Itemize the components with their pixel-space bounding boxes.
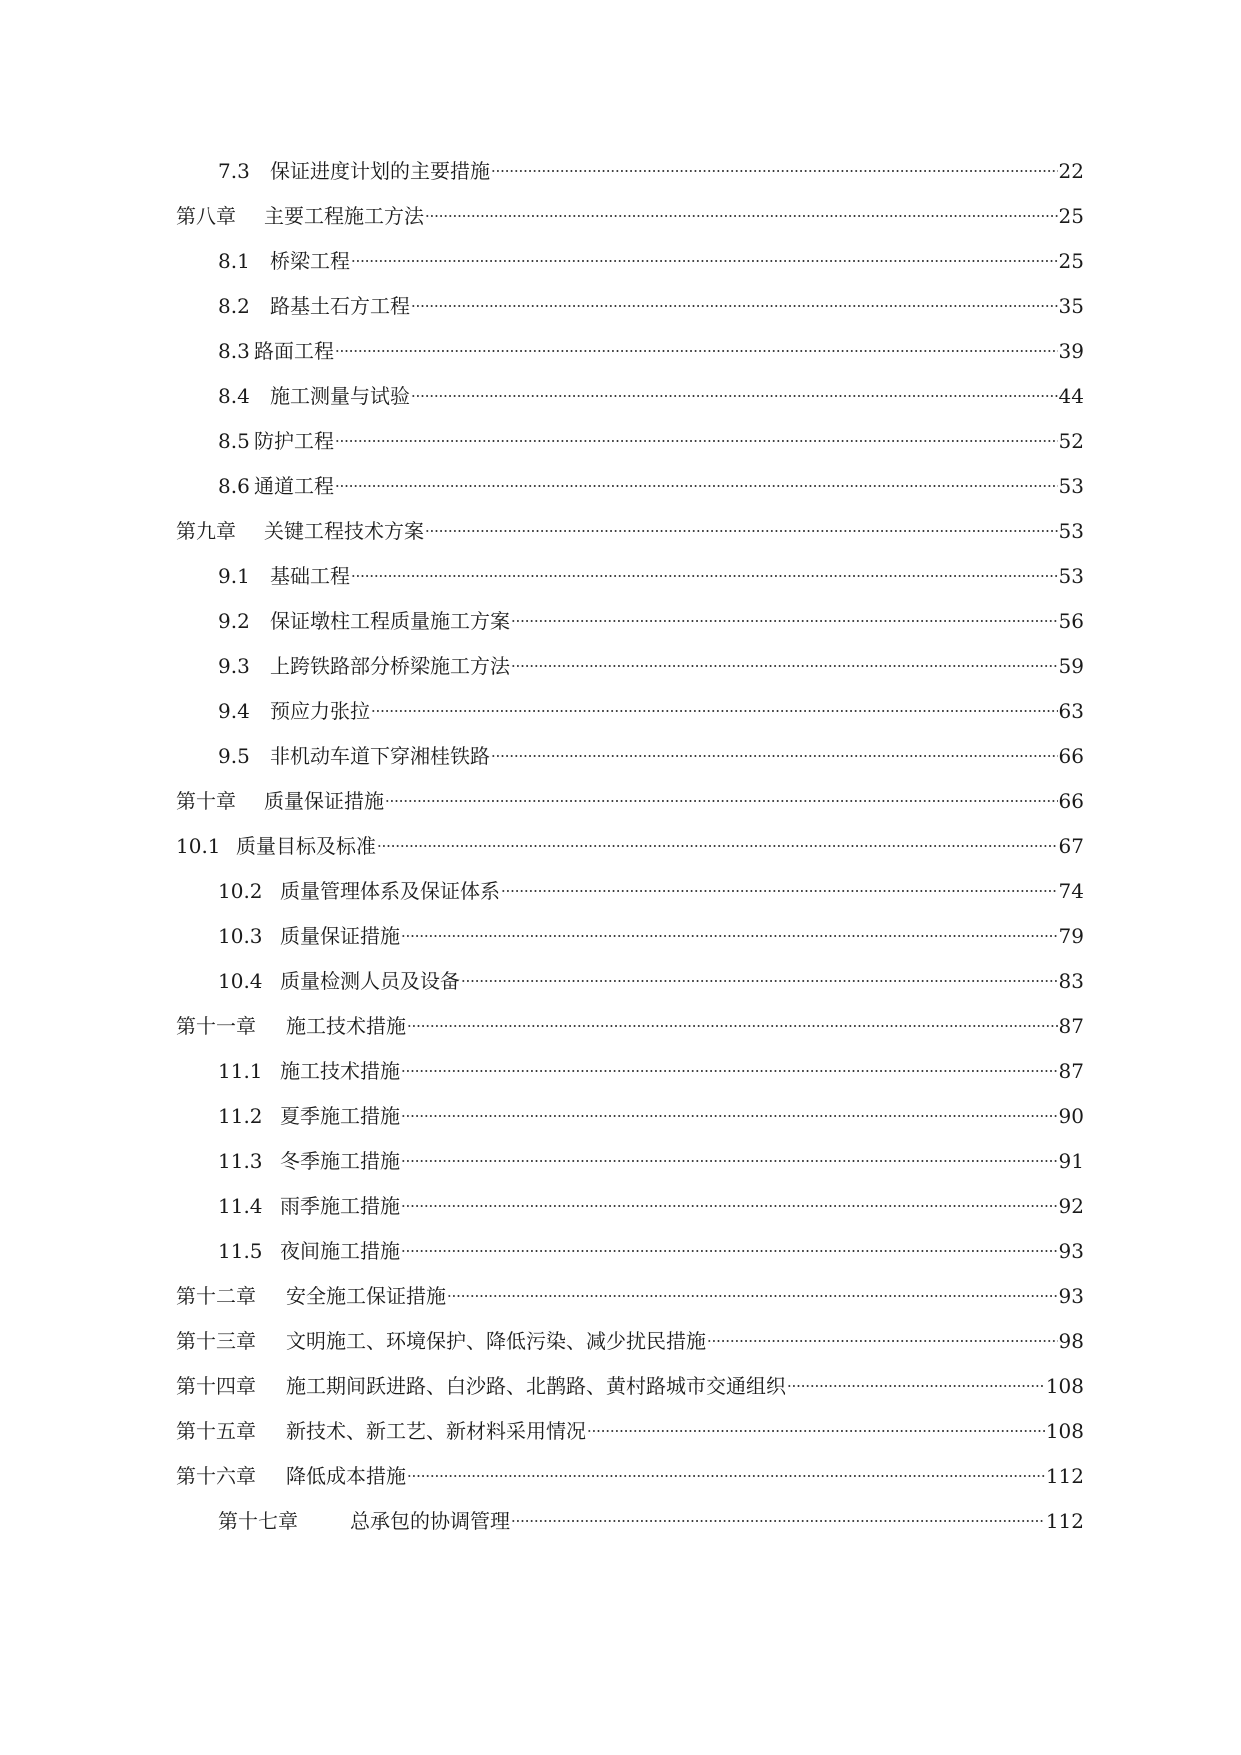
toc-entry-title: 基础工程	[270, 564, 350, 588]
toc-entry-number: 第九章	[176, 519, 236, 543]
toc-entry[interactable]	[218, 698, 1084, 724]
dot-leader	[407, 1024, 1058, 1028]
dot-leader	[377, 844, 1058, 848]
toc-entry-title: 主要工程施工方法	[264, 204, 424, 228]
toc-entry[interactable]	[218, 383, 1084, 409]
toc-entry[interactable]	[218, 563, 1084, 589]
toc-entry-page-number: 22	[1058, 159, 1084, 183]
toc-entry[interactable]	[218, 653, 1084, 679]
toc-entry-page-number: 87	[1058, 1014, 1084, 1038]
toc-entry-page-number: 112	[1045, 1464, 1084, 1488]
toc-entry[interactable]	[218, 248, 1084, 274]
toc-entry-page-number: 59	[1058, 654, 1084, 678]
dot-leader	[511, 664, 1058, 668]
toc-entry-number: 8.4	[218, 384, 250, 408]
toc-entry-number: 8.2	[218, 294, 250, 318]
toc-entry-page-number: 53	[1058, 474, 1084, 498]
dot-leader	[787, 1384, 1045, 1388]
toc-entry[interactable]	[176, 1463, 1084, 1489]
toc-entry[interactable]	[218, 923, 1084, 949]
toc-entry-page-number: 67	[1058, 834, 1084, 858]
toc-entry[interactable]	[218, 158, 1084, 184]
toc-entry-page-number: 98	[1058, 1329, 1084, 1353]
dot-leader	[401, 934, 1058, 938]
toc-entry-number: 8.6	[218, 474, 250, 498]
toc-entry-page-number: 108	[1045, 1419, 1084, 1443]
toc-entry-number: 9.3	[218, 654, 250, 678]
toc-entry-title: 关键工程技术方案	[264, 519, 424, 543]
toc-entry[interactable]	[176, 1328, 1084, 1354]
toc-entry[interactable]	[218, 1058, 1084, 1084]
toc-entry[interactable]	[176, 203, 1084, 229]
toc-entry-number: 第八章	[176, 204, 236, 228]
toc-entry-title: 夏季施工措施	[280, 1104, 400, 1128]
toc-entry-number: 9.1	[218, 564, 250, 588]
toc-entry-number: 第十五章	[176, 1419, 256, 1443]
dot-leader	[425, 214, 1058, 218]
toc-entry-page-number: 53	[1058, 519, 1084, 543]
dot-leader	[335, 484, 1058, 488]
toc-entry[interactable]	[176, 1373, 1084, 1399]
toc-entry-page-number: 93	[1058, 1239, 1084, 1263]
toc-entry-title: 通道工程	[254, 474, 334, 498]
toc-entry-title: 施工测量与试验	[270, 384, 410, 408]
toc-entry-number: 第十章	[176, 789, 236, 813]
toc-entry-title: 保证墩柱工程质量施工方案	[270, 609, 510, 633]
toc-entry-title: 保证进度计划的主要措施	[270, 159, 490, 183]
toc-entry-title: 施工期间跃进路、白沙路、北鹊路、黄村路城市交通组织	[286, 1374, 786, 1398]
toc-entry[interactable]	[218, 1508, 1084, 1534]
toc-entry[interactable]	[218, 878, 1084, 904]
toc-entry-title: 桥梁工程	[270, 249, 350, 273]
toc-entry[interactable]	[218, 293, 1084, 319]
toc-entry-title: 质量管理体系及保证体系	[280, 879, 500, 903]
toc-entry[interactable]	[176, 833, 1084, 859]
toc-entry-page-number: 74	[1058, 879, 1084, 903]
dot-leader	[491, 754, 1058, 758]
toc-entry[interactable]	[176, 788, 1084, 814]
toc-entry-page-number: 92	[1058, 1194, 1084, 1218]
toc-entry[interactable]	[176, 1418, 1084, 1444]
toc-entry-page-number: 79	[1058, 924, 1084, 948]
toc-entry-number: 8.3	[218, 339, 250, 363]
toc-entry-number: 9.4	[218, 699, 250, 723]
dot-leader	[385, 799, 1058, 803]
toc-entry-title: 文明施工、环境保护、降低污染、减少扰民措施	[286, 1329, 706, 1353]
toc-entry-title: 质量保证措施	[264, 789, 384, 813]
toc-entry-number: 9.5	[218, 744, 250, 768]
toc-entry[interactable]	[218, 968, 1084, 994]
toc-entry[interactable]	[218, 1103, 1084, 1129]
dot-leader	[335, 439, 1058, 443]
toc-entry-title: 预应力张拉	[270, 699, 370, 723]
dot-leader	[401, 1204, 1058, 1208]
toc-entry-number: 10.3	[218, 924, 263, 948]
dot-leader	[401, 1159, 1058, 1163]
toc-entry-page-number: 25	[1058, 249, 1084, 273]
toc-entry[interactable]	[218, 1193, 1084, 1219]
toc-entry-title: 上跨铁路部分桥梁施工方法	[270, 654, 510, 678]
toc-entry-number: 11.1	[218, 1059, 263, 1083]
dot-leader	[491, 169, 1058, 173]
toc-entry-number: 第十七章	[218, 1509, 298, 1533]
toc-entry-title: 施工技术措施	[280, 1059, 400, 1083]
toc-entry-title: 降低成本措施	[286, 1464, 406, 1488]
dot-leader	[511, 619, 1058, 623]
toc-entry-page-number: 56	[1058, 609, 1084, 633]
toc-entry-page-number: 53	[1058, 564, 1084, 588]
toc-entry[interactable]	[218, 608, 1084, 634]
toc-entry-number: 第十三章	[176, 1329, 256, 1353]
toc-entry-title: 质量检测人员及设备	[280, 969, 460, 993]
toc-entry-page-number: 90	[1058, 1104, 1084, 1128]
dot-leader	[411, 394, 1058, 398]
dot-leader	[351, 574, 1058, 578]
toc-entry-page-number: 63	[1058, 699, 1084, 723]
toc-entry-title: 非机动车道下穿湘桂铁路	[270, 744, 490, 768]
dot-leader	[447, 1294, 1058, 1298]
toc-entry-page-number: 39	[1058, 339, 1084, 363]
toc-entry-title: 新技术、新工艺、新材料采用情况	[286, 1419, 586, 1443]
toc-entry-title: 雨季施工措施	[280, 1194, 400, 1218]
toc-entry[interactable]	[176, 1283, 1084, 1309]
toc-entry-title: 安全施工保证措施	[286, 1284, 446, 1308]
toc-entry-page-number: 52	[1058, 429, 1084, 453]
toc-entry-page-number: 66	[1058, 744, 1084, 768]
toc-entry[interactable]	[218, 1148, 1084, 1174]
dot-leader	[411, 304, 1058, 308]
toc-entry[interactable]	[218, 743, 1084, 769]
toc-entry-number: 11.3	[218, 1149, 263, 1173]
toc-entry-number: 10.2	[218, 879, 263, 903]
toc-entry-title: 夜间施工措施	[280, 1239, 400, 1263]
toc-entry-page-number: 108	[1045, 1374, 1084, 1398]
toc-entry-number: 第十四章	[176, 1374, 256, 1398]
toc-entry[interactable]	[218, 428, 1084, 454]
toc-entry-page-number: 93	[1058, 1284, 1084, 1308]
dot-leader	[501, 889, 1058, 893]
toc-entry-title: 质量目标及标准	[236, 834, 376, 858]
toc-entry-page-number: 44	[1058, 384, 1084, 408]
dot-leader	[511, 1519, 1045, 1523]
toc-entry-title: 防护工程	[254, 429, 334, 453]
toc-entry-title: 施工技术措施	[286, 1014, 406, 1038]
toc-entry-number: 11.2	[218, 1104, 263, 1128]
toc-entry-page-number: 66	[1058, 789, 1084, 813]
toc-entry-page-number: 83	[1058, 969, 1084, 993]
dot-leader	[335, 349, 1058, 353]
dot-leader	[407, 1474, 1045, 1478]
dot-leader	[401, 1114, 1058, 1118]
toc-entry-number: 第十六章	[176, 1464, 256, 1488]
dot-leader	[351, 259, 1058, 263]
dot-leader	[401, 1069, 1058, 1073]
toc-entry-number: 10.4	[218, 969, 263, 993]
toc-entry-number: 10.1	[176, 834, 221, 858]
toc-entry-number: 7.3	[218, 159, 250, 183]
toc-entry[interactable]	[176, 518, 1084, 544]
toc-entry[interactable]	[218, 1238, 1084, 1264]
toc-entry-number: 9.2	[218, 609, 250, 633]
toc-entry-number: 11.4	[218, 1194, 263, 1218]
dot-leader	[707, 1339, 1058, 1343]
toc-entry[interactable]	[218, 338, 1084, 364]
dot-leader	[587, 1429, 1045, 1433]
dot-leader	[401, 1249, 1058, 1253]
toc-entry-page-number: 112	[1045, 1509, 1084, 1533]
toc-entry-title: 路面工程	[254, 339, 334, 363]
toc-entry-page-number: 35	[1058, 294, 1084, 318]
toc-entry[interactable]	[218, 473, 1084, 499]
dot-leader	[425, 529, 1058, 533]
toc-entry-page-number: 87	[1058, 1059, 1084, 1083]
toc-entry-title: 质量保证措施	[280, 924, 400, 948]
dot-leader	[461, 979, 1058, 983]
toc-entry[interactable]	[176, 1013, 1084, 1039]
toc-entry-number: 8.5	[218, 429, 250, 453]
dot-leader	[371, 709, 1058, 713]
toc-entry-number: 8.1	[218, 249, 250, 273]
toc-entry-page-number: 25	[1058, 204, 1084, 228]
toc-entry-number: 11.5	[218, 1239, 263, 1263]
toc-entry-title: 总承包的协调管理	[350, 1509, 510, 1533]
toc-entry-number: 第十一章	[176, 1014, 256, 1038]
toc-entry-title: 路基土石方工程	[270, 294, 410, 318]
toc-entry-title: 冬季施工措施	[280, 1149, 400, 1173]
toc-entry-number: 第十二章	[176, 1284, 256, 1308]
toc-entry-page-number: 91	[1058, 1149, 1084, 1173]
